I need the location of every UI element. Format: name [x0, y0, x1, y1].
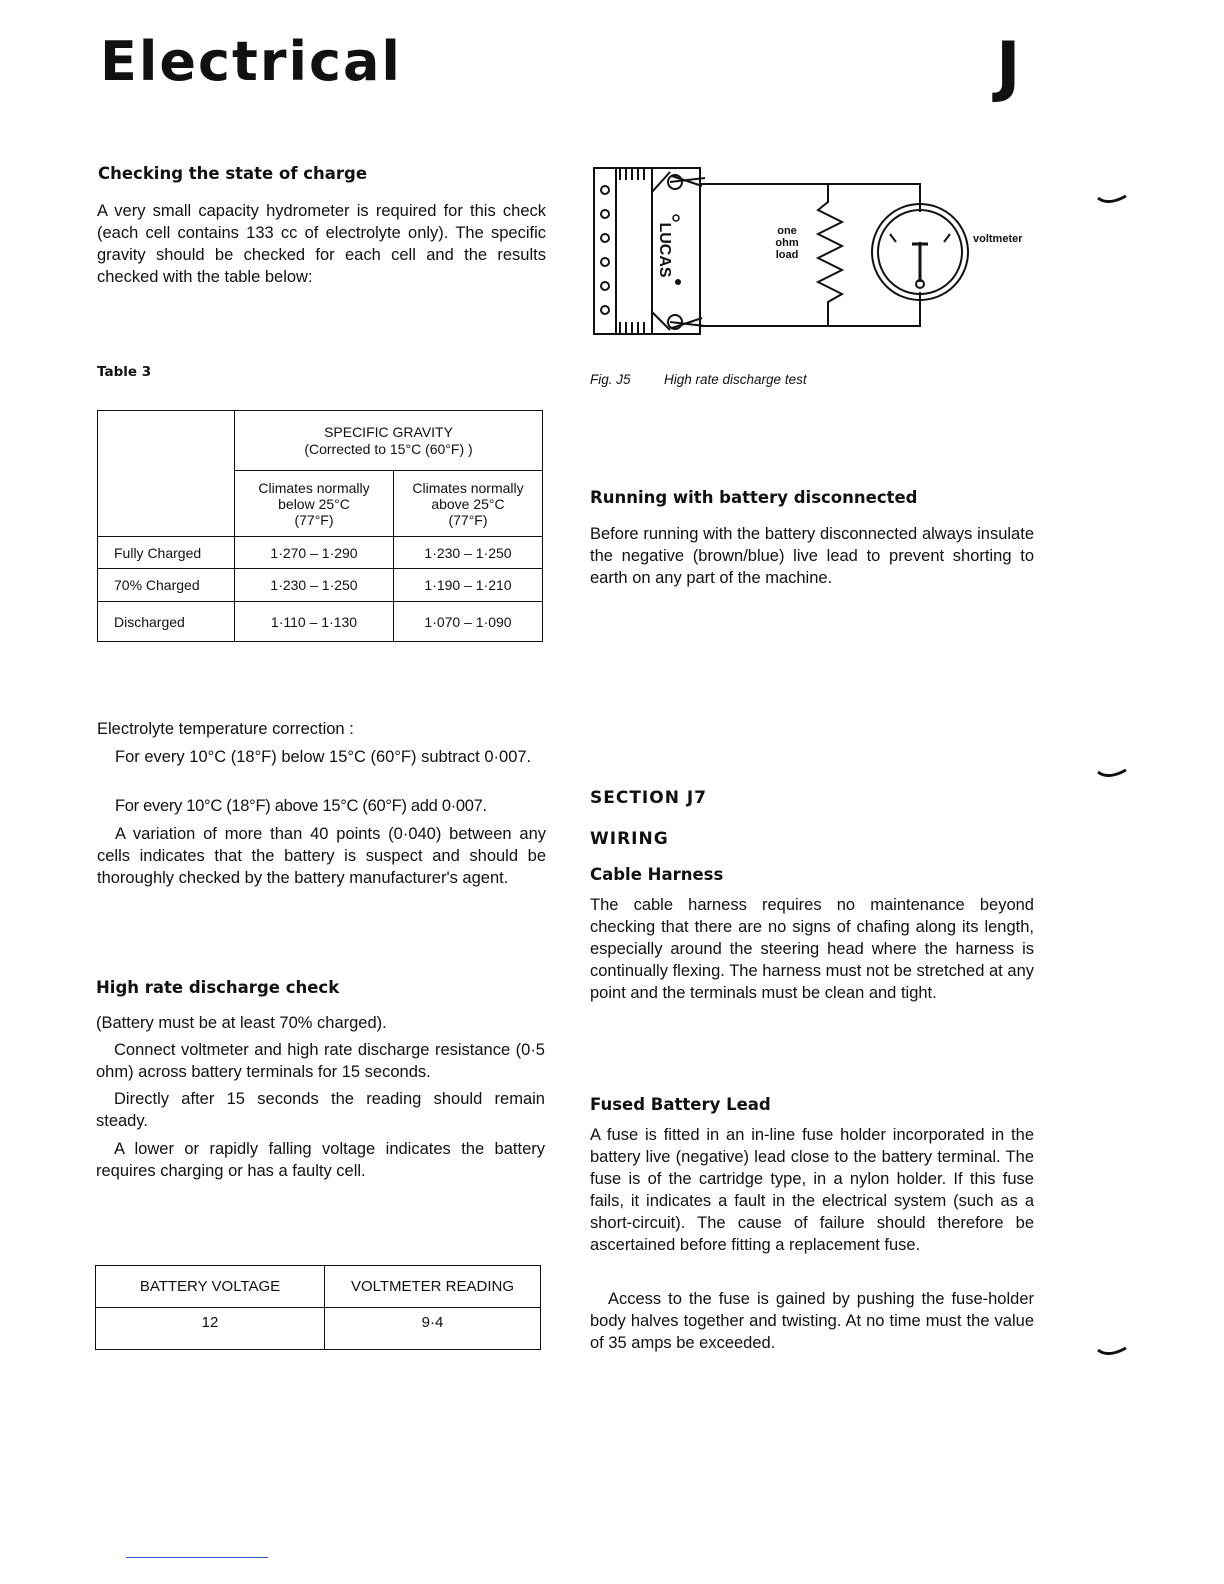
col-above-line1: Climates normally [412, 479, 524, 496]
charge-body: A very small capacity hydrometer is required for this check (each cell contains 133 cc of electrolyte only). The specific gravity should be checked for each cell and the results checked with the table below: [97, 202, 546, 286]
row-label: Discharged [98, 602, 235, 642]
figure-caption: High rate discharge test [664, 372, 807, 387]
discharge-p2: Connect voltmeter and high rate discharge resistance (0·5 ohm) across battery terminals for 15 seconds. [96, 1041, 545, 1081]
disconnected-body: Before running with the battery disconnected always insulate the negative (brown/blue) live lead to prevent shorting to earth on any part of the machine. [590, 525, 1034, 587]
col-above-line2: above 25°C [431, 495, 505, 512]
discharge-p1: (Battery must be at least 70% charged). [96, 1014, 387, 1032]
battery-voltage-header: BATTERY VOLTAGE [96, 1266, 325, 1308]
bottom-rule [126, 1557, 268, 1558]
temp-variation: A variation of more than 40 points (0·040) between any cells indicates that the battery is suspect and should be thoroughly checked by the battery manufacturer's agent. [97, 825, 546, 887]
table-blank-cell [98, 471, 235, 537]
col-below-line2: below 25°C [278, 495, 350, 512]
figure-number: Fig. J5 [590, 372, 631, 387]
table-row [98, 537, 543, 569]
temp-intro: Electrolyte temperature correction : [97, 720, 354, 738]
table-corner-cell [98, 411, 235, 471]
fused-heading: Fused Battery Lead [590, 1095, 771, 1114]
sg-header-line1: SPECIFIC GRAVITY [324, 424, 453, 440]
row-above-value: 1·070 – 1·090 [394, 602, 543, 642]
temp-below: For every 10°C (18°F) below 15°C (60°F) subtract 0·007. [115, 748, 532, 766]
row-label: 70% Charged [98, 569, 235, 602]
harness-heading: Cable Harness [590, 865, 724, 884]
table3-label: Table 3 [97, 364, 152, 380]
load-label-line1: one [777, 225, 797, 237]
voltmeter-label: voltmeter [973, 233, 1023, 245]
temp-above: For every 10°C (18°F) above 15°C (60°F) add 0·007. [115, 797, 487, 815]
sg-header-line2: (Corrected to 15°C (60°F) ) [304, 441, 473, 457]
col-below-header [235, 471, 394, 537]
fused-p2: Access to the fuse is gained by pushing the fuse-holder body halves together and twisting. At no time must the value of 35 amps be exceeded. [590, 1290, 1034, 1352]
specific-gravity-table [97, 410, 543, 642]
charge-heading: Checking the state of charge [98, 164, 368, 183]
disconnected-heading: Running with battery disconnected [590, 488, 918, 507]
row-below-value: 1·110 – 1·130 [235, 602, 394, 642]
voltmeter-reading-value: 9·4 [325, 1308, 541, 1350]
margin-marks [1092, 190, 1132, 1370]
voltmeter-reading-header: VOLTMETER READING [325, 1266, 541, 1308]
section-heading: SECTION J7 [590, 788, 708, 808]
discharge-p3: Directly after 15 seconds the reading should remain steady. [96, 1090, 545, 1130]
load-label-line2: ohm [775, 237, 799, 249]
page-title: Electrical [100, 30, 402, 93]
discharge-heading: High rate discharge check [96, 978, 340, 997]
harness-body: The cable harness requires no maintenance beyond checking that there are no signs of chafing along its length, especially around the steering head where the harness is continually flexing. The harness must not be stretched at any point and the terminals must be clean and tight. [590, 896, 1034, 1002]
resistor-symbol [818, 184, 842, 326]
col-above-header [394, 471, 543, 537]
row-above-value: 1·190 – 1·210 [394, 569, 543, 602]
battery-brand-label: LUCAS [656, 222, 673, 278]
load-label-line3: load [775, 249, 799, 261]
fused-p1: A fuse is fitted in an in-line fuse holder incorporated in the battery live (negative) lead close to the battery terminal. The fuse is of the cartridge type, in a nylon holder. If this fuse fails, it indicates a fault in the electrical system (such as a short-circuit). The cause of failure should therefore be ascertained before fitting a replacement fuse. [590, 1126, 1034, 1254]
col-below-line3: (77°F) [294, 511, 334, 528]
discharge-test-diagram [590, 162, 1050, 342]
row-below-value: 1·230 – 1·250 [235, 569, 394, 602]
table-header-cell [235, 411, 543, 471]
wiring-heading: WIRING [590, 829, 669, 849]
voltage-table [95, 1265, 541, 1350]
col-below-line1: Climates normally [258, 479, 370, 496]
battery-cell-strip [594, 168, 616, 334]
row-below-value: 1·270 – 1·290 [235, 537, 394, 569]
col-above-line3: (77°F) [448, 511, 488, 528]
row-label: Fully Charged [98, 537, 235, 569]
table-row [98, 569, 543, 602]
row-above-value: 1·230 – 1·250 [394, 537, 543, 569]
battery-voltage-value: 12 [96, 1308, 325, 1350]
discharge-p4: A lower or rapidly falling voltage indicates the battery requires charging or has a faulty cell. [96, 1140, 545, 1180]
table-row [98, 602, 543, 642]
section-letter: J [996, 28, 1021, 105]
